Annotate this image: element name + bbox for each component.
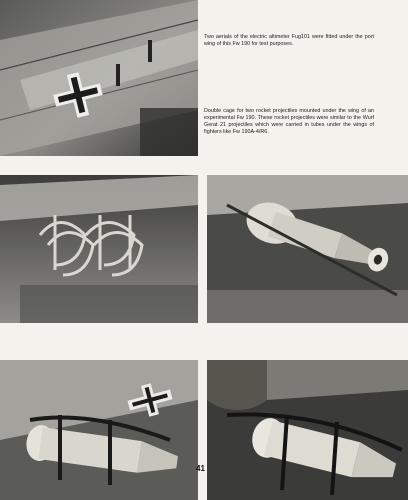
photo-rocket-projectile-closeup (207, 175, 408, 323)
caption-rocket-cage: Double cage for two rocket projectiles mounted under the wing of an experimental Fw 190. These rocket projectiles were similar to the Wurf Gerat 21 projectiles which were carried in tubes under the wings of fighters like Fw 190A-4/R6. (204, 108, 374, 135)
photo-loaded-cage-wing (0, 360, 198, 500)
photo-wing-altimeter-aerials (0, 0, 198, 156)
photo-loaded-cage-fuselage (207, 360, 408, 500)
photo-double-rocket-cage (0, 175, 198, 323)
caption-altimeter: Two aerials of the electric altimeter Fug101 were fitted under the port wing of this Fw 190 for test purposes. (204, 34, 374, 47)
page-number: 41 (196, 464, 205, 473)
